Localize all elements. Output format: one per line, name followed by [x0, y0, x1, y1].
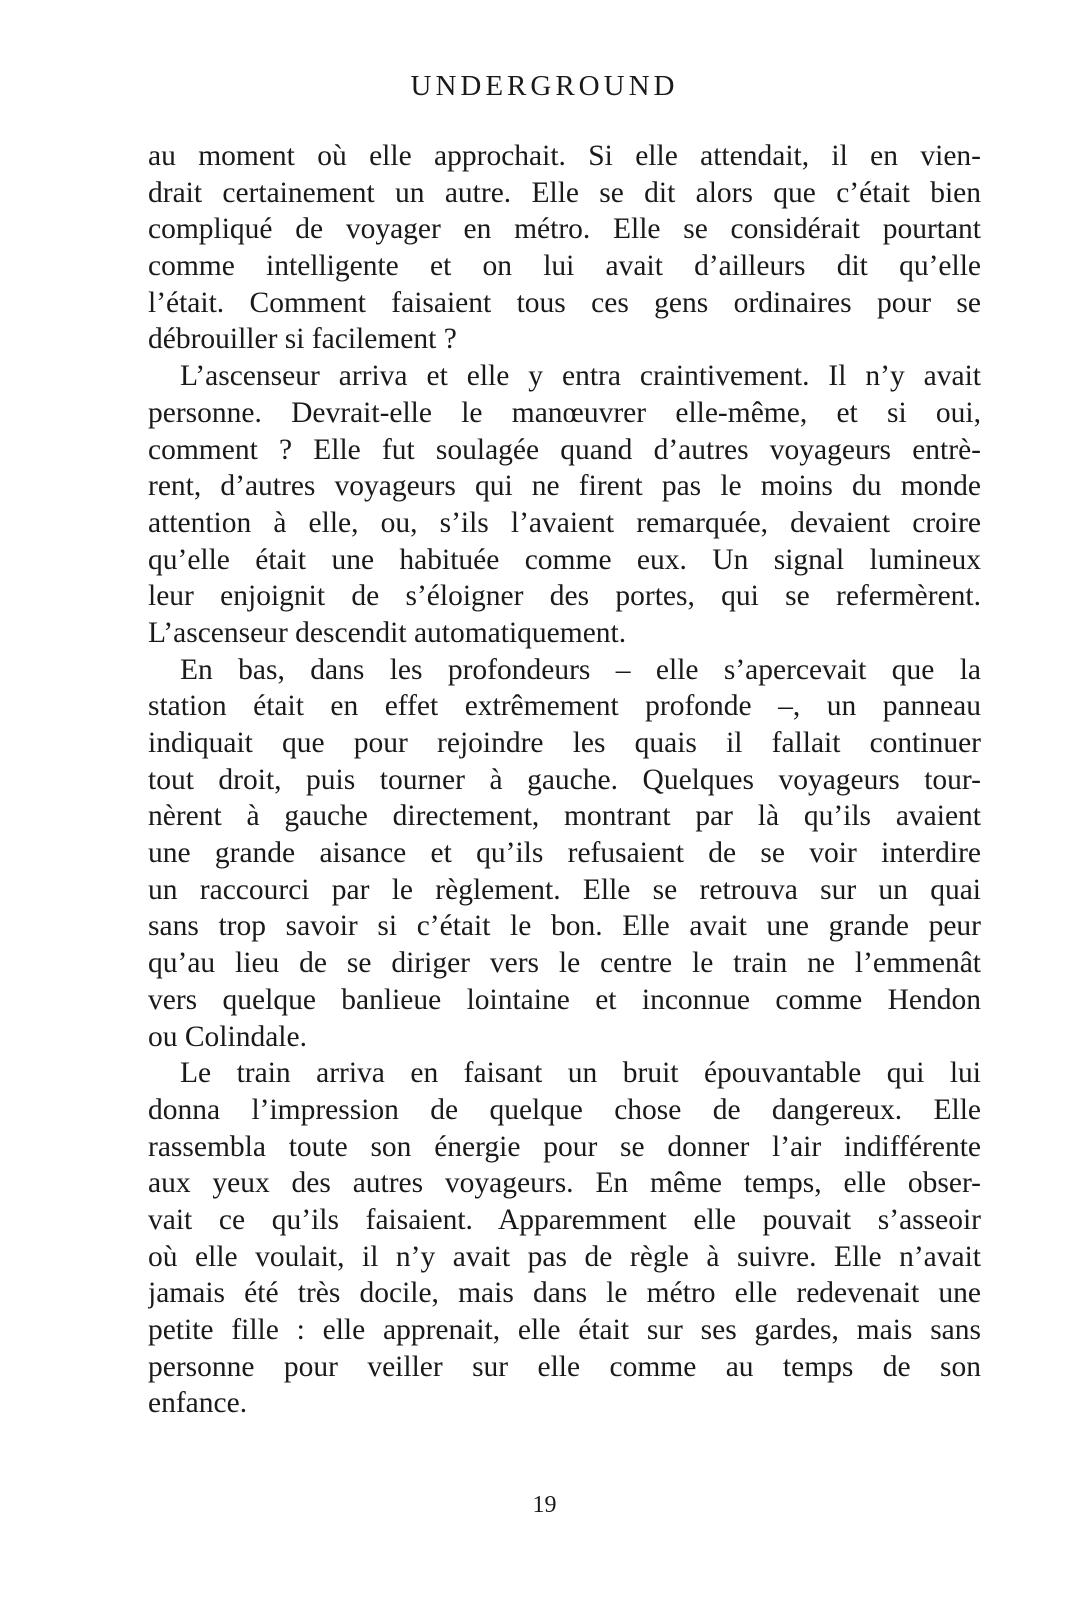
paragraph — [148, 138, 981, 358]
text-line: rent, d’autres voyageurs qui ne firent pas le moins du monde — [148, 470, 981, 503]
text-line: qu’au lieu de se diriger vers le centre le train ne l’emmenât — [148, 947, 981, 980]
text-line: attention à elle, ou, s’ils l’avaient remarquée, devaient croire — [148, 506, 981, 539]
text-line: au moment où elle approchait. Si elle attendait, il en vien- — [148, 140, 981, 172]
text-line: tout droit, puis tourner à gauche. Quelques voyageurs tour- — [148, 763, 981, 796]
text-line: où elle voulait, il n’y avait pas de règle à suivre. Elle n’avait — [148, 1240, 981, 1273]
paragraph — [148, 652, 981, 1056]
text-line: sans trop savoir si c’était le bon. Elle avait une grande peur — [148, 910, 981, 943]
text-line: L’ascenseur arriva et elle y entra craintivement. Il n’y avait — [180, 360, 981, 393]
paragraph — [148, 358, 981, 652]
text-line: station était en effet extrêmement profonde –, un panneau — [148, 690, 981, 723]
text-line: jamais été très docile, mais dans le métro elle redevenait une — [148, 1277, 981, 1310]
text-line: qu’elle était une habituée comme eux. Un signal lumineux — [148, 543, 981, 576]
text-line: En bas, dans les profondeurs – elle s’apercevait que la — [180, 653, 981, 686]
running-head: UNDERGROUND — [410, 70, 679, 102]
page-number: 19 — [532, 1492, 557, 1518]
text-line: petite fille : elle apprenait, elle était sur ses gardes, mais sans — [148, 1314, 981, 1346]
text-line: enfance. — [148, 1387, 248, 1420]
text-line: comme intelligente et on lui avait d’ailleurs dit qu’elle — [148, 250, 981, 283]
text-line: personne pour veiller sur elle comme au temps de son — [148, 1350, 981, 1383]
text-line: un raccourci par le règlement. Elle se retrouva sur un quai — [148, 873, 981, 906]
text-line: indiquait que pour rejoindre les quais il fallait continuer — [148, 727, 981, 759]
text-line: aux yeux des autres voyageurs. En même temps, elle obser- — [148, 1167, 981, 1200]
text-line: vait ce qu’ils faisaient. Apparemment elle pouvait s’asseoir — [148, 1203, 981, 1236]
text-line: compliqué de voyager en métro. Elle se considérait pourtant — [148, 213, 981, 246]
text-line: Le train arriva en faisant un bruit épouvantable qui lui — [180, 1057, 981, 1090]
text-line: donna l’impression de quelque chose de dangereux. Elle — [148, 1093, 981, 1126]
text-line: rassembla toute son énergie pour se donner l’air indifférente — [148, 1130, 981, 1163]
text-line: une grande aisance et qu’ils refusaient de se voir interdire — [148, 837, 981, 870]
text-line: L’ascenseur descendit automatiquement. — [148, 616, 627, 649]
body-text — [148, 138, 981, 1422]
text-line: leur enjoignit de s’éloigner des portes, qui se refermèrent. — [148, 580, 981, 613]
text-line: vers quelque banlieue lointaine et inconnue comme Hendon — [148, 983, 981, 1016]
text-line: nèrent à gauche directement, montrant par là qu’ils avaient — [148, 800, 981, 833]
text-line: personne. Devrait-elle le manœuvrer elle-même, et si oui, — [148, 396, 981, 429]
text-line: l’était. Comment faisaient tous ces gens ordinaires pour se — [148, 286, 981, 319]
paragraph — [148, 1055, 981, 1422]
text-line: comment ? Elle fut soulagée quand d’autres voyageurs entrè- — [148, 433, 981, 466]
text-line: débrouiller si facilement ? — [148, 323, 457, 356]
text-line: drait certainement un autre. Elle se dit alors que c’était bien — [148, 176, 981, 209]
text-line: ou Colindale. — [148, 1020, 307, 1053]
